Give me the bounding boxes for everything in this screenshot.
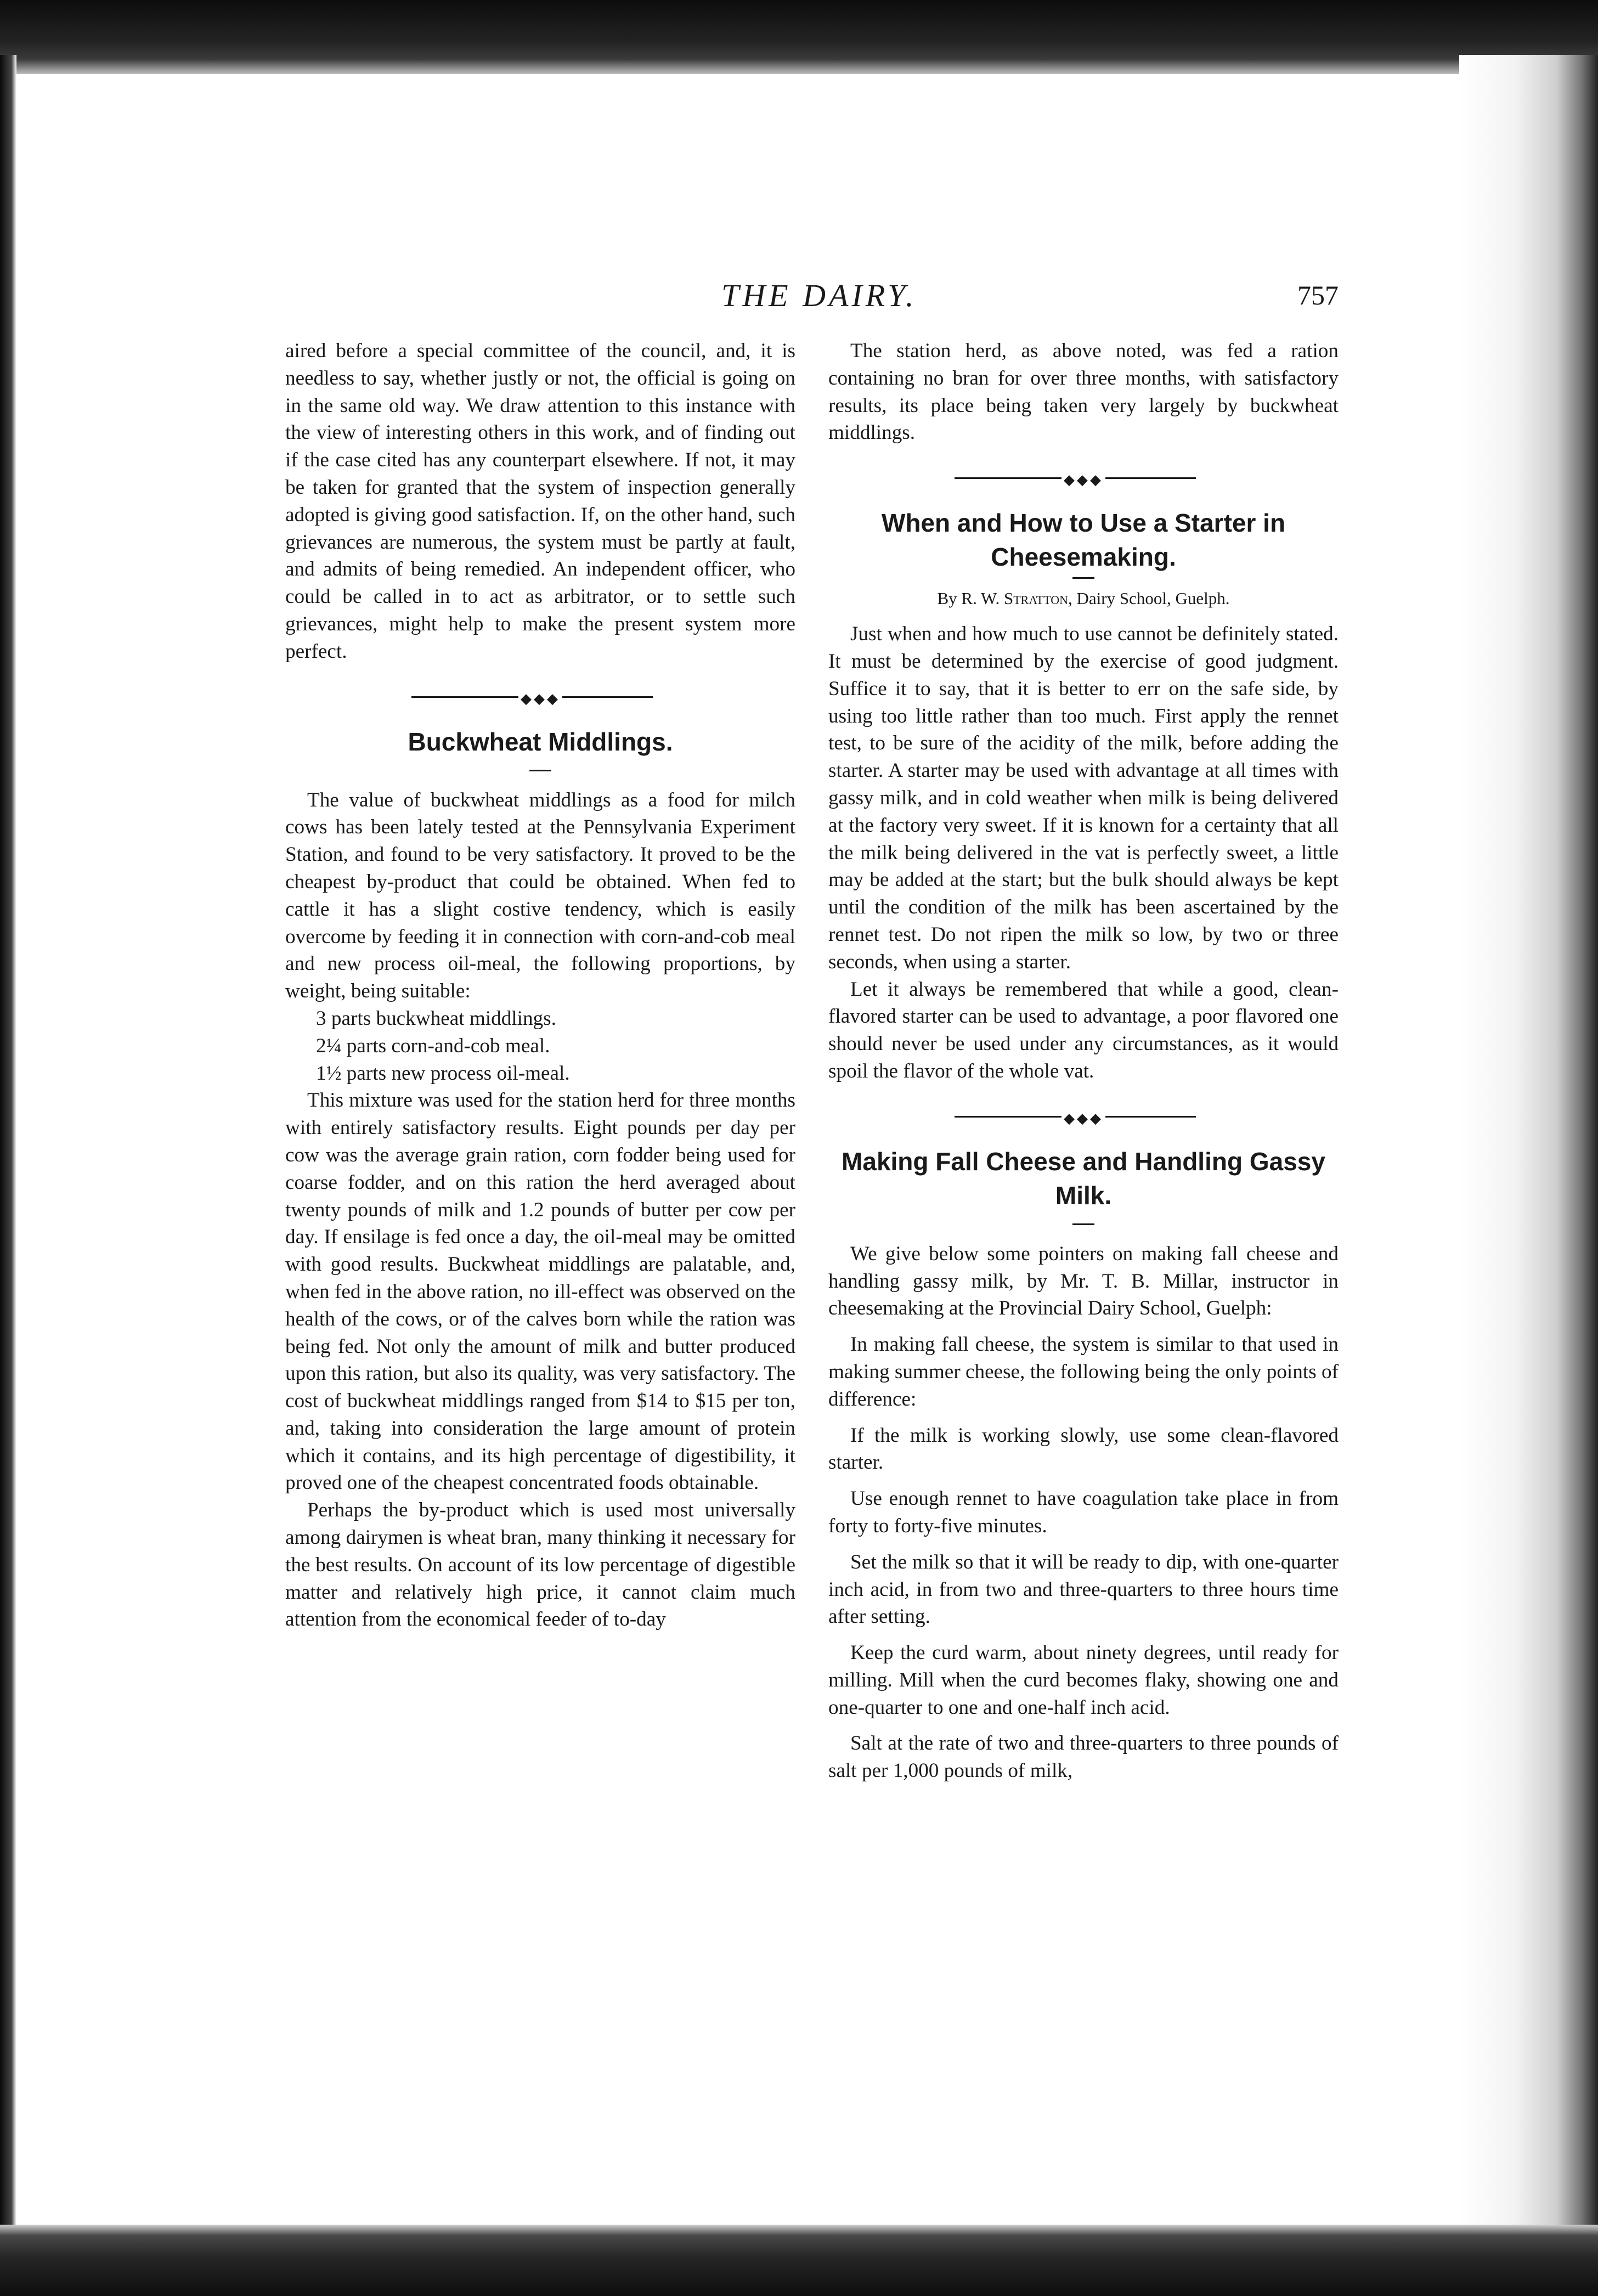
- fall-cheese-point: Keep the curd warm, about ninety degrees, until ready for milling. Mill when the curd becomes flaky, showing one and one-quarter to one and one-half inch acid.: [828, 1641, 1339, 1719]
- scan-border-top: [0, 0, 1598, 74]
- buckwheat-paragraph-1: The value of buckwheat middlings as a food for milch cows has been lately tested at the Pennsylvania Experiment Station, and found to be very satisfactory. It proved to be the cheapest by-product that could be obtained. When fed to cattle it has a slight costive tendency, which is easily overcome by feeding it in connection with corn-and-cob meal and new process oil-meal, the following proportions, by weight, being suitable:: [285, 788, 795, 1003]
- starter-paragraph-1: Just when and how much to use cannot be definitely stated. It must be determined by the exercise of good judgment. Suffice it to say, that it is better to err on the safe side, by using too little rather than too much. First apply the rennet test, to be sure of the acidity of the milk, before adding the starter. A starter may be used with advantage at all times with gassy milk, and in cold weather when milk is being delivered at the factory very sweet. If it is known for a certainty that all the milk being delivered in the vat is perfectly sweet, a little may be added at the start; but the bulk should always be kept until the condition of the milk has been ascertained by the rennet test. Do not ripen the milk so low, by two or three seconds, when using a starter.: [828, 623, 1339, 973]
- continuation-paragraph: The station herd, as above noted, was fed a ration containing no bran for over three months, with satisfactory results, its place being taken very largely by buckwheat middlings.: [828, 340, 1339, 444]
- ration-list-item: 3 parts buckwheat middlings.: [316, 1007, 556, 1030]
- byline-prefix: By R. W.: [937, 589, 1004, 608]
- fall-cheese-point: Set the milk so that it will be ready to dip, with one-quarter inch acid, in from two and three-quarters to three hours time after setting.: [828, 1550, 1339, 1628]
- page-header: [285, 277, 1339, 321]
- article-title-starter: When and How to Use a Starter in Cheesemaking.: [881, 509, 1286, 572]
- byline-author: Stratton: [1003, 589, 1069, 608]
- title-dash: [529, 770, 551, 771]
- divider-ornament: ◆◆◆: [1061, 472, 1105, 488]
- divider-ornament: ◆◆◆: [518, 691, 562, 707]
- scan-border-bottom: [0, 2225, 1598, 2296]
- fall-cheese-point: If the milk is working slowly, use some clean-flavored starter.: [828, 1424, 1339, 1474]
- ration-list-item: 2¼ parts corn-and-cob meal.: [316, 1034, 550, 1057]
- section-divider: [285, 687, 795, 706]
- byline-suffix: , Dairy School, Guelph.: [1068, 589, 1230, 608]
- byline: [828, 586, 1339, 611]
- starter-paragraph-2: Let it always be remembered that while a good, clean-flavored starter can be used to advantage, a poor flavored one should never be used under any circumstances, as it would spoil the flavor of the whole vat.: [828, 978, 1339, 1082]
- right-column: [828, 337, 1339, 1785]
- divider-ornament: ◆◆◆: [1061, 1110, 1105, 1126]
- article-title-fall-cheese: Making Fall Cheese and Handling Gassy Milk.: [842, 1147, 1325, 1210]
- title-dash: [1072, 577, 1094, 579]
- intro-paragraph: aired before a special committee of the council, and, it is needless to say, whether justly or not, the official is going on in the same old way. We draw attention to this instance with the view of interesting others in this work, and of finding out if the case cited has any counterpart elsewhere. If not, it may be taken for granted that the system of inspection generally adopted is giving good satisfaction. If, on the other hand, such grievances are numerous, the system must be partly at fault, and admits of being remedied. An independent officer, who could be called in to act as arbitrator, or to settle such grievances, might help to make the present system more perfect.: [285, 340, 795, 663]
- scan-border-left: [0, 55, 16, 2238]
- buckwheat-paragraph-3: Perhaps the by-product which is used most universally among dairymen is wheat bran, many thinking it necessary for the best results. On account of its low percentage of digestible matter and relatively high price, it cannot claim much attention from the economical feeder of to-day: [285, 1499, 795, 1631]
- scan-border-right: [1459, 55, 1598, 2238]
- fall-cheese-point: Salt at the rate of two and three-quarters to three pounds of salt per 1,000 pounds of milk,: [828, 1732, 1339, 1782]
- fall-cheese-point: In making fall cheese, the system is similar to that used in making summer cheese, the following being the only points of difference:: [828, 1333, 1339, 1411]
- buckwheat-paragraph-2: This mixture was used for the station herd for three months with entirely satisfactory results. Eight pounds per day per cow was the average grain ration, corn fodder being used for coarse fodder, and on this ration the herd averaged about twenty pounds of milk and 1.2 pounds of butter per cow per day. If ensilage is fed once a day, the oil-meal may be omitted with good results. Buckwheat middlings are palatable, and, when fed in the above ration, no ill-effect was observed on the health of the cows, or of the calves born while the ration was being fed. Not only the amount of milk and butter produced upon this ration, but also its quality, was very satisfactory. The cost of buckwheat middlings ranged from $14 to $15 per ton, and, taking into consideration the large amount of protein which it contains, and its high percentage of digestibility, it proved one of the cheapest concentrated foods obtainable.: [285, 1089, 795, 1494]
- section-divider: [828, 1107, 1339, 1126]
- section-divider: [828, 469, 1339, 487]
- left-column: [285, 337, 795, 1633]
- running-title: THE DAIRY.: [721, 278, 917, 313]
- ration-list-item: 1½ parts new process oil-meal.: [316, 1062, 570, 1085]
- title-dash: [1072, 1223, 1094, 1225]
- fall-cheese-intro: We give below some pointers on making fall cheese and handling gassy milk, by Mr. T. B. Millar, instructor in cheesemaking at the Provincial Dairy School, Guelph:: [828, 1242, 1339, 1320]
- fall-cheese-point: Use enough rennet to have coagulation take place in from forty to forty-five minutes.: [828, 1487, 1339, 1537]
- article-title-buckwheat: Buckwheat Middlings.: [408, 727, 673, 756]
- page-number: 757: [1297, 280, 1339, 311]
